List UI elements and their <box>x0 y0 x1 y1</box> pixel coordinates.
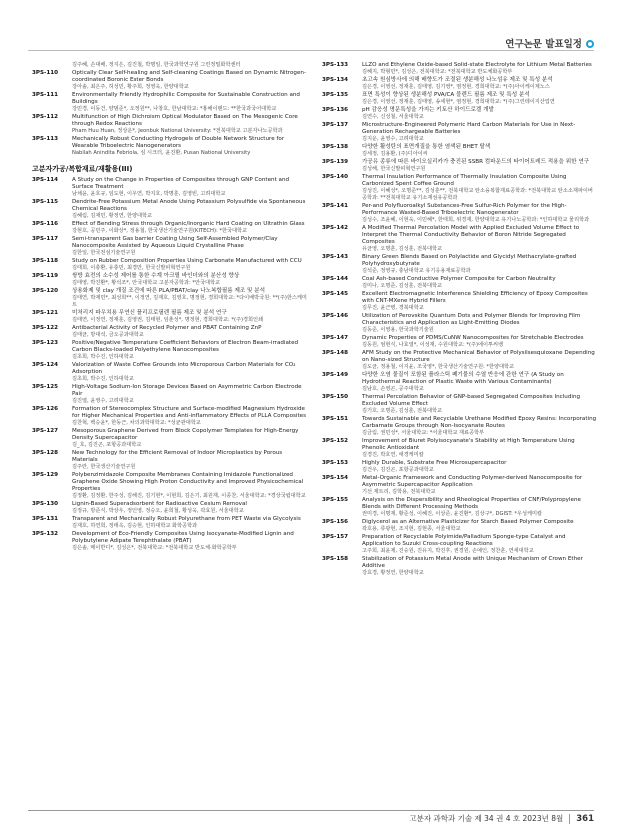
entry-title: 다양한 오염 물질이 포함된 플라스틱 폐기물의 수열 반응에 관한 연구 (A Study on Hydrothermal Reaction of Plastic Waste with Various Contaminants) <box>362 372 564 385</box>
entry-authors: 김태연, 이정연, 정재훈, 김영권, 김태현, 임춘성*, 명정현, 경희대학교: *(주)경희인쇄 <box>72 317 264 323</box>
entry-authors: 강효경, 황정연, 한양대학교 <box>362 570 424 576</box>
entry-title: LLZO and Ethylene Oxide-based Solid-state Electrolyte for Lithium Metal Batteries <box>362 62 592 68</box>
program-entry <box>32 221 307 235</box>
entry-code: 3PS-147 <box>322 335 349 341</box>
entry-code: 3PS-112 <box>32 114 59 120</box>
left-column <box>32 62 307 553</box>
entry-title: Microstructure-Engineered Polymeric Hard Carbon Materials for Use in Next-Generation Rechargeable Batteries <box>362 122 576 135</box>
entry-title: Utilization of Perovskite Quantum Dots and Polymer Blends for Improving Film Characteristics and Application as Light-Emitting Diodes <box>362 313 581 326</box>
entry-code: 3PS-126 <box>32 406 59 412</box>
program-entry <box>322 350 597 371</box>
entry-code: 3PS-157 <box>322 534 349 540</box>
program-entry <box>322 475 597 496</box>
entry-title: Formation of Stereocomplex Structure and Surface-modified Magnesium Hydroxide for Higher Mechanical Properties and Anti-inflammatory Effects of PLLA Composites <box>72 406 307 419</box>
program-entry <box>32 92 307 113</box>
entry-authors: 강민경, 이동건, 양범준*, 오정원**, 나창호, 한남대학교: *홍해이랜드: **한국과국어대학교 <box>72 106 277 112</box>
entry-title: Towards Sustainable and Recyclable Urethane Modified Epoxy Resins: Incorporating Carbamate Groups through Non-Isocyanate Routes <box>362 416 597 429</box>
entry-code: 3PS-116 <box>32 221 59 227</box>
program-entry <box>32 450 307 471</box>
program-entry <box>322 438 597 459</box>
program-entry <box>32 340 307 361</box>
entry-code: 3PS-137 <box>322 122 349 128</box>
entry-code: 3PS-128 <box>32 450 59 456</box>
entry-code: 3PS-153 <box>322 460 349 466</box>
program-entry <box>322 460 597 474</box>
entry-code: 3PS-149 <box>322 372 349 378</box>
entry-authors: 김성수, 조윤혜, 이현욱, 이민혜*, 한태희, 위경재, 한양대학교 유기나노공학과: *인하대학교 물리학과 <box>362 217 590 223</box>
entry-authors: 김동준, 이영용, 한국과학기술원 <box>362 327 434 333</box>
entry-code: 3PS-136 <box>322 107 349 113</box>
entry-authors: 김정환, 김정환, 한주성, 김해진, 김기현*, 이현희, 김은기, 최원재, 이종찬, 서울대학교: *경상국립대학교 <box>72 493 306 499</box>
program-entry <box>322 225 597 253</box>
entry-authors: Pham Huu Huan, 정상운*, Jeonbuk National University: *전북대학교 고분자나노공학과 <box>72 128 283 134</box>
entry-authors: 김금림, 권민성*, 서울대학교: *서울대학교 재료공학부 <box>362 430 485 436</box>
entry-code: 3PS-130 <box>32 501 59 507</box>
entry-code: 3PS-118 <box>32 258 59 264</box>
entry-title: Binary Green Blends Based on Polylactide and Glycidyl Methacrylate-grafted Polyhydroxybutyrate <box>362 254 577 267</box>
page-number: 361 <box>569 814 594 824</box>
entry-authors: 김동원, 엄현식, 나효열*, 이성재, 수원대학교: *(주)에이투씨뱅 <box>362 342 504 348</box>
entry-title: Excellent Electromagnetic Interference Shielding Efficiency of Epoxy Composites with CNT-MXene Hybrid Fillers <box>362 291 588 304</box>
entry-code: 3PS-127 <box>32 428 59 434</box>
entry-authors: 강아솔, 최은주, 허성민, 황주희, 정영욱, 한양대학교 <box>72 84 189 90</box>
program-entry <box>322 254 597 275</box>
entry-code: 3PS-131 <box>32 516 59 522</box>
entry-title: 초고속 원심방사에 의해 배향도가 조절된 생분해성 나노섬유 제조 및 특성 분석 <box>362 77 553 83</box>
entry-code: 3PS-122 <box>32 325 59 331</box>
entry-title: Positive/Negative Temperature Coefficient Behaviors of Electron Beam-irradiated Carbon Blacks-loaded Polyethylene Nanocomposites <box>72 340 299 353</box>
entry-code: 3PS-146 <box>322 313 349 319</box>
program-entry <box>32 428 307 449</box>
entry-title: Dendrite-Free Potassium Metal Anode Using Potassium Polysulfide via Spontaneous Chemical Reactions <box>72 199 306 212</box>
entry-title: Transparent and Mechanically Robust Polyurethane from PET Waste via Glycolysis <box>72 516 301 522</box>
entry-title: Thermal Percolation Behavior of GNP-based Segregated Composites Including Excluded Volume Effect <box>362 394 581 407</box>
entry-title: Highly Durable, Substrate Free Microsupercapacitor <box>362 460 507 466</box>
entry-code: 3PS-117 <box>32 236 59 242</box>
program-entry <box>322 62 597 76</box>
program-entry <box>322 291 597 312</box>
program-entry <box>32 236 307 257</box>
program-entry <box>32 258 307 272</box>
entry-title: 상용화제 및 clay 개질 조건에 따른 PLA/PBAT/clay 나노복합필름 제조 및 분석 <box>72 288 266 294</box>
entry-authors: 기선 제트리, 김학용, 전북대학교 <box>362 489 436 495</box>
entry-code: 3PS-125 <box>32 384 59 390</box>
entry-authors: 김한일, 한국전섬기술연구원 <box>72 250 136 256</box>
entry-code: 3PS-144 <box>322 276 349 282</box>
entry-title: Optically Clear Self-healing and Self-cleaning Coatings Based on Dynamic Nitrogen-coordinated Boronic Ester Bonds <box>72 70 306 83</box>
program-entry <box>32 516 307 530</box>
program-entry <box>322 394 597 415</box>
entry-authors: 김남호, 손영곤, 공주대학교 <box>362 386 424 392</box>
entry-code: 3PS-114 <box>32 177 59 183</box>
entry-title: Polybenzimidazole Composite Membranes Containing Imidazole Functionalized Graphene Oxide Showing High Proton Conductivity and Improved Physicochemical Properties <box>72 472 304 492</box>
entry-authors: 김은경, 이영선, 정재훈, 김태영, 송세현*, 염정현, 경희대학교: *(주)그린테이지산업연 <box>362 99 555 105</box>
entry-authors: 김기호, 오명준, 김성훈, 전북대학교 <box>362 408 443 414</box>
program-entry <box>322 203 597 224</box>
entry-authors: 김무진, 윤근병, 경북대학교 <box>362 305 424 311</box>
section-title: 고분자가공/복합재료/재활용(III) <box>32 165 133 173</box>
footer <box>409 813 594 824</box>
entry-title: Improvement of Biuret Polyisocyanate's Stability at High Temperature Using Phenolic Antioxidant <box>362 438 575 451</box>
continued-authors: 김주혜, 손대배, 정지은, 김진철, 박명일, 한국과학연구원 그린정밀화학센터 <box>72 62 241 68</box>
entry-authors: 김지운, 윤영수, 고려대학교 <box>362 136 424 142</box>
entry-code: 3PS-138 <box>322 144 349 150</box>
entry-title: Semi-transparent Gas barrier Coating Using Self-Assembled Polymer/Clay Nanocomposite Assisted by Aqueous Liquid Crystalline Phase <box>72 236 278 249</box>
program-entry <box>32 114 307 135</box>
entry-code: 3PS-148 <box>322 350 349 356</box>
entry-title: Diglycerol as an Alternative Plasticizer for Starch Based Polymer Composite <box>362 519 574 525</box>
entry-code: 3PS-115 <box>32 199 59 205</box>
entry-title: Study on Rubber Composition Properties Using Carbonate Manufactured with CCU <box>72 258 302 264</box>
entry-title: A Modified Thermal Percolation Model with Applied Excluded Volume Effect to Interpret the Thermal Conductivity Behavior of Boron Nitride Segregated Composites <box>362 225 580 245</box>
entry-code: 3PS-139 <box>322 159 349 165</box>
program-entry <box>32 273 307 287</box>
entry-authors: 김경진, 박호연, 애경케미칼 <box>362 452 424 458</box>
entry-authors: 김연수, 신성철, 서울대학교 <box>362 114 424 120</box>
program-entry <box>32 136 307 157</box>
program-entry <box>32 501 307 515</box>
entry-title: Antibacterial Activity of Recycled Polymer and PBAT Containing ZnP <box>72 325 262 331</box>
entry-title: High-Voltage Sodium-Ion Storage Devices Based on Asymmetric Carbon Electrode Pair <box>72 384 302 397</box>
entry-title: Preparation of Recyclable Polyimide/Palladium Sponge-type Catalyst and Application to Suzuki Cross-coupling Reactions <box>362 534 566 547</box>
entry-code: 3PS-150 <box>322 394 349 400</box>
entry-authors: 김재호, 하연희, 정태옥, 김승현, 인하대학교 화학공학과 <box>72 523 198 529</box>
entry-title: Coal Ash-based Conductive Polymer Composite for Carbon Neutrality <box>362 276 556 282</box>
entry-code: 3PS-142 <box>322 225 349 231</box>
program-entry <box>32 288 307 309</box>
entry-title: 다양한 활성탄의 표면개질을 통한 염색된 BHET 탈색 <box>362 144 491 150</box>
entry-code: 3PS-124 <box>32 362 59 368</box>
program-entry <box>322 519 597 533</box>
footer-rule <box>28 810 594 811</box>
program-entry <box>32 177 307 198</box>
circle-bullet-icon <box>586 40 594 48</box>
entry-authors: 남채윤, 윤호규, 임도현, 이우연, 박지호, 박명훈, 김영빈, 고려대학교 <box>72 191 226 197</box>
program-entry <box>32 406 307 427</box>
entry-code: 3PS-152 <box>322 438 349 444</box>
entry-title: New Technology for the Efficient Removal of Indoor Microplastics by Porous Materials <box>72 450 283 463</box>
entry-code: 3PS-110 <box>32 70 59 76</box>
entry-code: 3PS-145 <box>322 291 349 297</box>
entry-title: 미처리지 파우치용 무연신 플리프로필렌 필름 제조 및 분석 연구 <box>72 310 227 316</box>
entry-authors: 김정규, 방준식, 박상우, 정인영, 정승오, 윤희철, 황성욱, 곽효원, 서울대학교 <box>72 508 244 514</box>
entry-title: Environmentally Friendly Hydrophilic Composite for Sustainable Construction and Buildings <box>72 92 300 105</box>
entry-authors: 강현호, 공민주, 이화상*, 정용철, 한국생산기술연구원(KITECH): *한국대학교 <box>72 228 248 234</box>
entry-authors: Nabilah Anindita Febriola, 심 시크터, 윤진환, Pusan National University <box>72 150 251 156</box>
header-rule <box>28 50 594 51</box>
entry-title: 쌍방 효전의 소수성 제어를 통한 수계 아크릴 바인더와의 분산성 향상 <box>72 273 240 279</box>
program-entry <box>322 159 597 173</box>
entry-title: Per-and Polyfluoroalkyl Substances-Free Sulfur-Rich Polymer for the High-Performance Wasted-Based Triboelectric Nanogenerator <box>362 203 567 216</box>
program-entry <box>32 310 307 324</box>
entry-authors: 김성해, 한국신발피혁연구원 <box>362 166 426 172</box>
entry-title: Mesoporous Graphene Derived from Block Copolymer Templates for High-Energy Density Supercapacitor <box>72 428 299 441</box>
entry-authors: 고주희, 최윤제, 진승원, 진유지, 박진후, 권경원, 손예인, 정찬훈, 연세대학교 <box>362 548 534 554</box>
entry-authors: 권미경, 이명재, 황준성, 이혜진, 이상준, 윤진환*, 김상구*, DGIST: *우성케미칼 <box>362 511 542 517</box>
entry-authors: 김태희, 이충환, 유충민, 최경만, 한국신발피혁연구원 <box>72 265 191 271</box>
entry-authors: 김초희, 박수진, 인하대학교 <box>72 354 134 360</box>
entry-code: 3PS-140 <box>322 174 349 180</box>
entry-code: 3PS-143 <box>322 254 349 260</box>
entry-authors: 김건우, 김진곤, 포항공과대학교 <box>362 467 434 473</box>
program-entry <box>32 70 307 91</box>
entry-title: Multifunction of High Dichroism Optical Modulator Based on The Mesogenic Core through Redox Reactions <box>72 114 298 127</box>
entry-title: 가공유 종류에 따른 바이오실리카가 충진된 SSBR 컴파운드의 타이어트레드 적용을 위한 연구 <box>362 159 590 165</box>
entry-title: Effect of Bending Stress through Organic/Inorganic Hard Coating on Ultrathin Glass <box>72 221 305 227</box>
program-entry <box>322 92 597 106</box>
entry-title: Analysis on the Dispersibility and Rheological Properties of CNF/Polypropylene Blends with Different Processing Methods <box>362 497 581 510</box>
program-entry <box>322 372 597 393</box>
program-entry <box>322 335 597 349</box>
entry-authors: 김진열, 윤영수, 고려대학교 <box>72 398 134 404</box>
program-entry <box>32 531 307 552</box>
entry-code: 3PS-141 <box>322 203 349 209</box>
entry-title: pH 감응성 명문특성을 가지는 키토산 하이드로겔 개발 <box>362 107 494 113</box>
entry-code: 3PS-151 <box>322 416 349 422</box>
entry-authors: 김초희, 박수진, 인하대학교 <box>72 376 134 382</box>
program-entry <box>32 325 307 339</box>
entry-authors: 김혜지, 박형민*, 김성은, 전북대학교: *전북대학교 반도체화공학부 <box>362 69 513 75</box>
program-entry <box>322 174 597 202</box>
program-entry <box>32 472 307 500</box>
entry-code: 3PS-120 <box>32 288 59 294</box>
entry-title: AFM Study on the Protective Mechanical Behavior of Polysilsesquioxane Depending on Nano-sized Structure <box>362 350 595 363</box>
entry-code: 3PS-133 <box>322 62 349 68</box>
entry-authors: 유균영, 오명훈, 김성훈, 전북대학교 <box>362 246 443 252</box>
entry-code: 3PS-121 <box>32 310 59 316</box>
entry-code: 3PS-111 <box>32 92 59 98</box>
entry-authors: 곽호용, 류광현, 조지현, 김현종, 서울대학교 <box>362 526 461 532</box>
entry-title: 표면 특성이 향상된 생분해성 PVA/CA 블렌드 필름 제조 및 특성 분석 <box>362 92 530 98</box>
entry-code: 3PS-129 <box>32 472 59 478</box>
program-entry <box>322 144 597 158</box>
entry-title: Lignin-Based Superadsorbent for Radioactive Cesium Removal <box>72 501 247 507</box>
entry-authors: 김성진, 이혜성*, 오명준**, 김성훈**, 전북대학교 탄소융복합재료공학과: *전북대학교 탄소소재파이버공학과: **전북대학교 유기소재섬유공학과 <box>362 188 593 201</box>
program-entry <box>322 556 597 577</box>
entry-code: 3PS-119 <box>32 273 59 279</box>
entry-authors: 김혜림, 김재민, 황정연, 한양대학교 <box>72 213 153 219</box>
entry-title: Stabilization of Potassium Metal Anode with Unique Mechanism of Crown Ether Additive <box>362 556 583 569</box>
program-entry <box>322 77 597 91</box>
entry-title: Thermal Insulation Performance of Thermally Insulation Composite Using Carbonized Spent Coffee Ground <box>362 174 567 187</box>
program-entry <box>32 384 307 405</box>
program-entry <box>32 362 307 383</box>
entry-title: Mechanically Robust Conducting Hydrogels of Double Network Structure for Wearable Triboelectric Nanogenerators <box>72 136 285 149</box>
journal-info: 고분자 과학과 기술 제 34 권 4 호 2023년 8월 <box>409 814 564 823</box>
entry-authors: 김은솔, 메이반디*, 김성은*, 전북대학교: *전북대학교 반도체·화학공학부 <box>72 545 237 551</box>
entry-authors: 김_호, 김진곤, 포항공과대학교 <box>72 442 142 448</box>
entry-title: Valorization of Waste Coffee Grounds into Microporous Carbon Materials for CO₂ Adsorption <box>72 362 296 375</box>
program-entry <box>32 199 307 220</box>
entry-authors: 김미나, 오명준, 김성훈, 전북대학교 <box>362 283 443 289</box>
entry-code: 3PS-113 <box>32 136 59 142</box>
program-entry <box>322 122 597 143</box>
program-entry <box>322 534 597 555</box>
entry-authors: 김찬혁, 백승윤*, 한동근, 차의과학대학교: *성균관대학교 <box>72 420 201 426</box>
program-entry <box>322 497 597 518</box>
entry-code: 3PS-158 <box>322 556 349 562</box>
right-column <box>322 62 597 578</box>
entry-code: 3PS-132 <box>32 531 59 537</box>
entry-authors: 김태영, 박진환*, 황석조*, 안국대학교 고분자공학과: *안국대학교 <box>72 280 220 286</box>
program-entry <box>322 416 597 437</box>
entry-authors: 김은경, 이영선, 정재훈, 김태영, 김기영*, 염정현, 경희대학교: *(주)아이케이제노스 <box>362 84 550 90</box>
entry-code: 3PS-135 <box>322 92 349 98</box>
entry-code: 3PS-156 <box>322 519 349 525</box>
entry-authors: 김태균, 방대석, 금오공과대학교 <box>72 332 144 338</box>
running-title: 연구논문 발표일정 <box>505 36 594 50</box>
entry-title: Metal-Organic Framework and Conducting Polymer-derived Nanocomposite for Asymmetric Supercapacitor Application <box>362 475 583 488</box>
entry-authors: 김태연, 박재민*, 최성희**, 이정연, 김재호, 김영호, 명정현, 경희대학교: *다이배박국원: **(주)한스케미트 <box>72 295 307 308</box>
entry-code: 3PS-123 <box>32 340 59 346</box>
entry-title: Dynamic Properties of PDMS/CuNW Nanocomposites for Stretchable Electrodes <box>362 335 584 341</box>
entry-title: A Study on the Change in Properties of Composites through GNP Content and Surface Treatment <box>72 177 290 190</box>
entry-authors: 김주란, 한국생산기술연구원 <box>72 464 136 470</box>
program-entry <box>322 276 597 290</box>
entry-authors: 김도균, 정용철, 이지윤, 조국영*, 한국생산기술연구원: *한양대학교 <box>362 364 515 370</box>
entry-authors: 김석준, 정영규, 충남대학교 유기응용재료공학과 <box>362 268 471 274</box>
entry-code: 3PS-154 <box>322 475 349 481</box>
entry-authors: 김세정, 김용환, (주)디아이씨 <box>362 151 428 157</box>
entry-title: Development of Eco-Friendly Composites Using Isocyanate-Modified Lignin and Polybutylene Adipate Terephthalate (PBAT) <box>72 531 294 544</box>
entry-code: 3PS-155 <box>322 497 349 503</box>
program-entry <box>322 107 597 121</box>
entry-code: 3PS-134 <box>322 77 349 83</box>
program-entry <box>322 313 597 334</box>
